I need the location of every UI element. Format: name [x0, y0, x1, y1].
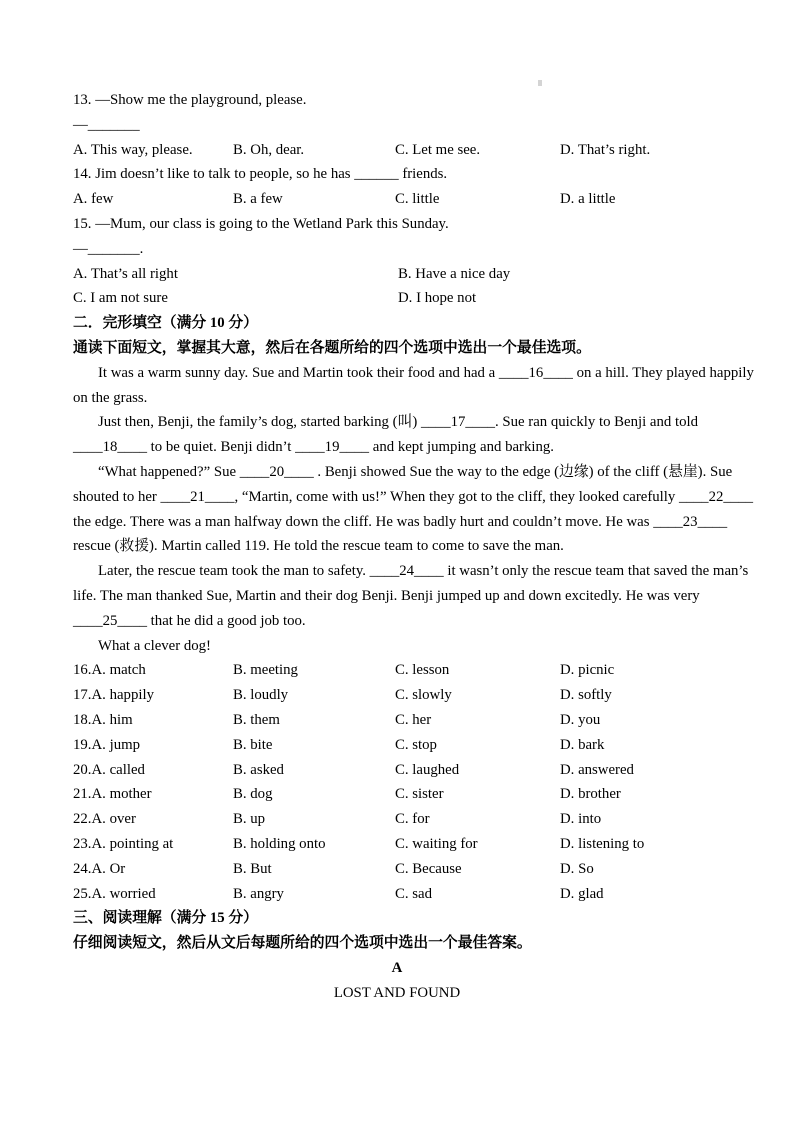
option-cell: C. slowly: [395, 687, 452, 704]
option-row: [73, 286, 721, 311]
reading-passage-label: A: [391, 959, 403, 976]
option-cell: B. meeting: [233, 662, 298, 679]
option-cell: 18.A. him: [73, 711, 133, 728]
option-row: [73, 807, 721, 832]
option-cell: 17.A. happily: [73, 687, 154, 704]
option-row: [73, 882, 721, 907]
option-cell: C. Because: [395, 860, 462, 877]
option-cell: C. little: [395, 191, 440, 208]
option-row: [73, 658, 721, 683]
cloze-section-title: 二．完形填空（满分 10 分）: [73, 315, 258, 332]
passage-line: Later, the rescue team took the man to safety. ____24____ it wasn’t only the rescue team that saved the man’s: [98, 563, 749, 580]
option-cell: B. bite: [233, 736, 273, 753]
passage-line: the edge. There was a man halfway down the cliff. He was badly hurt and couldn’t move. He was ____23____: [73, 513, 728, 530]
option-cell: 24.A. Or: [73, 860, 126, 877]
option-cell: B. up: [233, 811, 266, 828]
cloze-passage: [73, 361, 754, 659]
option-cell: A. That’s all right: [73, 265, 178, 282]
option-row: [73, 683, 721, 708]
option-cell: B. asked: [233, 761, 284, 778]
option-cell: B. loudly: [233, 687, 289, 704]
option-cell: 21.A. mother: [73, 786, 152, 803]
option-row: [73, 782, 721, 807]
option-cell: C. sad: [395, 885, 432, 902]
passage-line: life. The man thanked Sue, Martin and their dog Benji. Benji jumped up and down excitedly. He was very: [73, 587, 700, 604]
question-stem-line: —_______.: [73, 240, 144, 257]
stray-mark: [538, 80, 542, 86]
passage-line: It was a warm sunny day. Sue and Martin took their food and had a ____16____ on a hill. They played happily: [98, 364, 754, 381]
option-cell: 20.A. called: [73, 761, 145, 778]
option-cell: D. into: [560, 811, 602, 828]
option-row: [73, 832, 721, 857]
option-cell: B. But: [233, 860, 272, 877]
reading-passage-title: LOST AND FOUND: [333, 984, 461, 1001]
option-row: [73, 187, 721, 212]
option-cell: D. answered: [560, 761, 634, 778]
question-stem-line: 15. —Mum, our class is going to the Wetland Park this Sunday.: [73, 215, 449, 232]
option-cell: A. This way, please.: [73, 141, 193, 158]
option-cell: B. Have a nice day: [398, 265, 511, 282]
option-cell: 19.A. jump: [73, 736, 140, 753]
passage-line: ____18____ to be quiet. Benji didn’t ____19____ and kept jumping and barking.: [73, 439, 554, 456]
option-cell: D. I hope not: [398, 290, 477, 307]
reading-instruction: 仔细阅读短文，然后从文后每题所给的四个选项中选出一个最佳答案。: [73, 935, 532, 952]
cloze-instruction: 通读下面短文，掌握其大意，然后在各题所给的四个选项中选出一个最佳选项。: [73, 339, 591, 356]
option-cell: C. sister: [395, 786, 444, 803]
passage-line: shouted to her ____21____, “Martin, come with us!” When they got to the cliff, they looked carefully ____22____: [73, 488, 753, 505]
option-row: [73, 758, 721, 783]
document-content: [73, 88, 754, 1005]
option-cell: D. That’s right.: [560, 141, 651, 158]
option-cell: D. softly: [560, 687, 612, 704]
reading-section-title: 三、阅读理解（满分 15 分）: [73, 910, 258, 927]
option-cell: C. I am not sure: [73, 290, 168, 307]
option-cell: 25.A. worried: [73, 885, 156, 902]
option-row: [73, 857, 721, 882]
option-cell: 22.A. over: [73, 811, 136, 828]
option-cell: C. Let me see.: [395, 141, 481, 158]
option-cell: D. picnic: [560, 662, 615, 679]
option-row: [73, 708, 721, 733]
option-cell: C. stop: [395, 736, 437, 753]
grammar-questions-section: [73, 88, 721, 311]
question-stem-line: 14. Jim doesn’t like to talk to people, so he has ______ friends.: [73, 166, 448, 183]
option-cell: B. a few: [233, 191, 283, 208]
option-row: [73, 262, 721, 287]
option-cell: 23.A. pointing at: [73, 835, 174, 852]
option-cell: D. So: [560, 860, 594, 877]
option-cell: C. lesson: [395, 662, 450, 679]
option-cell: A. few: [73, 191, 114, 208]
passage-line: Just then, Benji, the family’s dog, started barking (叫) ____17____. Sue ran quickly to Benji and told: [98, 414, 699, 431]
option-cell: 16.A. match: [73, 662, 146, 679]
passage-line: rescue (救援). Martin called 119. He told the rescue team to come to save the man.: [73, 538, 564, 555]
option-row: [73, 138, 721, 163]
passage-line: What a clever dog!: [98, 637, 211, 654]
option-cell: C. for: [395, 811, 430, 828]
passage-line: “What happened?” Sue ____20____ . Benji showed Sue the way to the edge (边缘) of the cliff (悬崖). Sue: [98, 463, 733, 480]
option-cell: D. you: [560, 711, 601, 728]
option-cell: B. Oh, dear.: [233, 141, 305, 158]
option-cell: C. her: [395, 711, 432, 728]
option-cell: C. waiting for: [395, 835, 478, 852]
option-cell: C. laughed: [395, 761, 460, 778]
option-cell: B. dog: [233, 786, 273, 803]
option-row: [73, 733, 721, 758]
option-cell: D. listening to: [560, 835, 645, 852]
option-cell: D. glad: [560, 885, 604, 902]
passage-line: ____25____ that he did a good job too.: [73, 612, 306, 629]
option-cell: D. bark: [560, 736, 605, 753]
option-cell: D. brother: [560, 786, 621, 803]
option-cell: B. them: [233, 711, 280, 728]
question-stem-line: —_______: [73, 116, 140, 133]
cloze-options: [73, 658, 721, 906]
option-cell: B. holding onto: [233, 835, 326, 852]
option-cell: B. angry: [233, 885, 284, 902]
question-stem-line: 13. —Show me the playground, please.: [73, 92, 307, 108]
passage-line: on the grass.: [73, 389, 148, 406]
option-cell: D. a little: [560, 191, 616, 208]
